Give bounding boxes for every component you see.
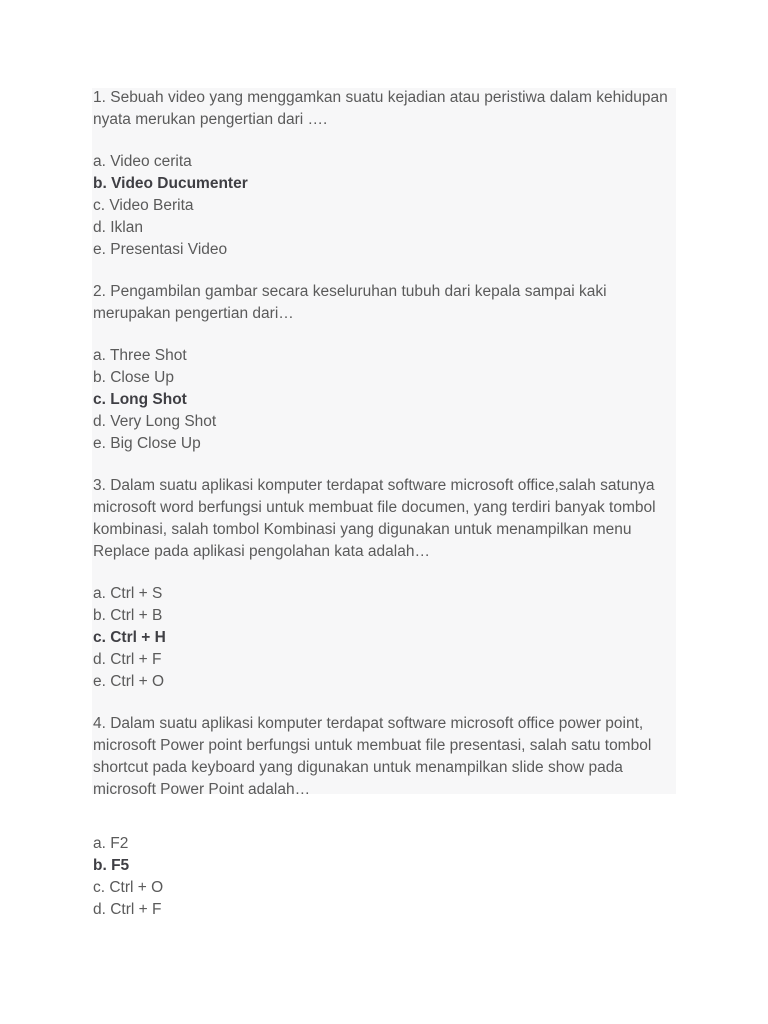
option-d: d. Very Long Shot [93,413,217,430]
option-c: c. Video Berita [93,197,194,214]
question-2 [93,281,677,455]
question-text: 3. Dalam suatu aplikasi komputer terdapat software microsoft office,salah satunya microsoft word berfungsi untuk membuat file documen, yang terdiri banyak tombol kombinasi, salah tombol Kombinasi yang digunakan untuk menampilkan menu Replace pada aplikasi pengolahan kata adalah… [93,477,656,560]
question-4 [93,713,677,921]
option-a: a. Ctrl + S [93,585,163,602]
option-d: d. Ctrl + F [93,901,162,918]
option-c: c. Ctrl + O [93,879,164,896]
quiz-content [93,87,677,941]
option-e: e. Big Close Up [93,435,201,452]
option-c-correct: c. Long Shot [93,391,187,408]
option-d: d. Iklan [93,219,143,236]
answer-options [93,583,677,693]
answer-options [93,833,677,921]
option-b-correct: b. F5 [93,857,130,874]
option-c-correct: c. Ctrl + H [93,629,166,646]
question-text: 2. Pengambilan gambar secara keseluruhan tubuh dari kepala sampai kaki merupakan pengertian dari… [93,283,607,322]
question-text: 4. Dalam suatu aplikasi komputer terdapat software microsoft office power point, microsoft Power point berfungsi untuk membuat file presentasi, salah satu tombol shortcut pada keyboard yang digunakan untuk menampilkan slide show pada microsoft Power Point adalah… [93,715,652,798]
question-1 [93,87,677,261]
option-a: a. Three Shot [93,347,187,364]
option-d: d. Ctrl + F [93,651,162,668]
option-a: a. Video cerita [93,153,192,170]
option-b: b. Ctrl + B [93,607,163,624]
option-e: e. Ctrl + O [93,673,165,690]
answer-options [93,151,677,261]
option-b-correct: b. Video Ducumenter [93,175,248,192]
question-text: 1. Sebuah video yang menggamkan suatu kejadian atau peristiwa dalam kehidupan nyata merukan pengertian dari …. [93,89,668,128]
answer-options [93,345,677,455]
option-e: e. Presentasi Video [93,241,228,258]
option-b: b. Close Up [93,369,174,386]
option-a: a. F2 [93,835,129,852]
question-3 [93,475,677,693]
